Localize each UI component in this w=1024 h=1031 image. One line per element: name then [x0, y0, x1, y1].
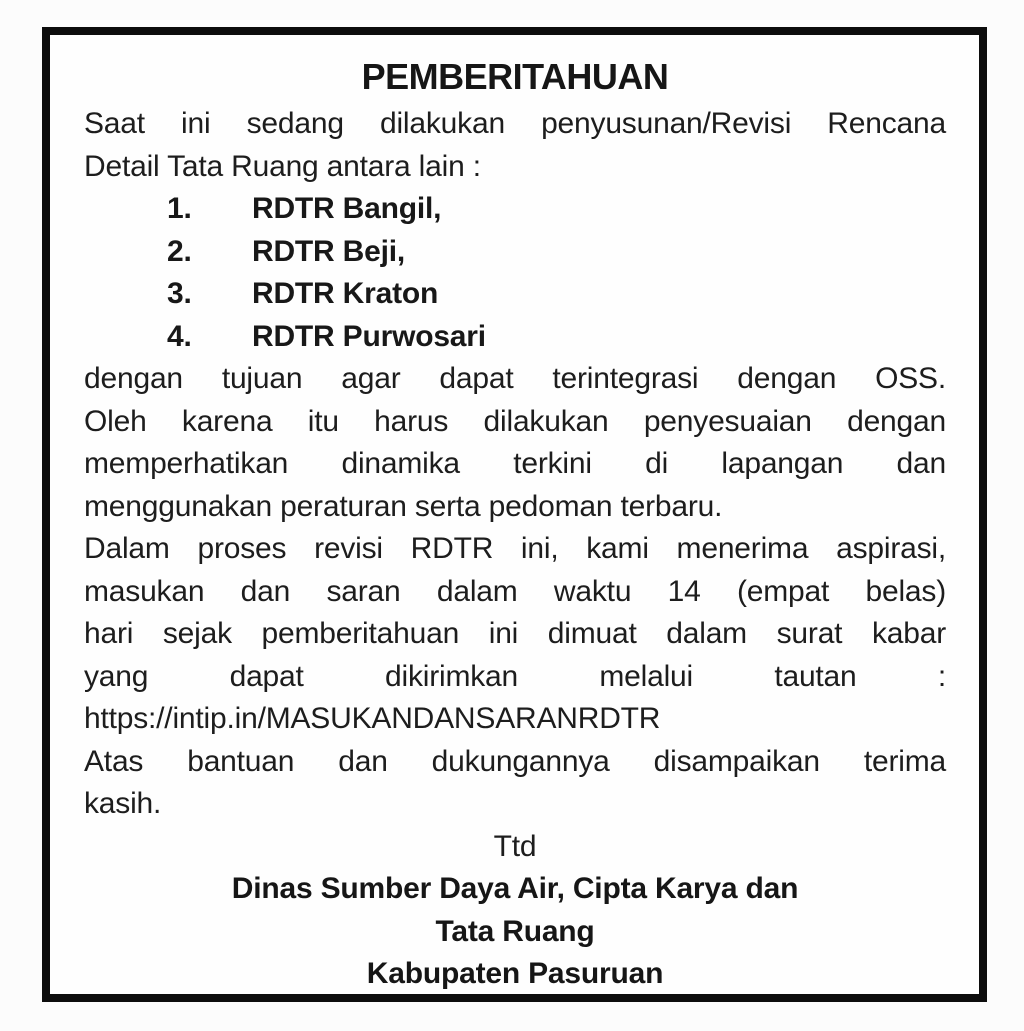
closing-line: Atas bantuan dan dukungannya disampaikan terima [84, 744, 946, 778]
signature-org-line: Tata Ruang [435, 914, 595, 948]
list-label: RDTR Bangil, [252, 192, 442, 225]
list-label: RDTR Beji, [252, 234, 406, 268]
list-label: RDTR Purwosari [252, 319, 486, 353]
list-number: 2. [167, 234, 192, 268]
notice-title: PEMBERITAHUAN [361, 56, 669, 97]
intro-line: Saat ini sedang dilakukan penyusunan/Revisi Rencana [84, 107, 946, 140]
list-number: 3. [167, 277, 192, 310]
process-line: hari sejak pemberitahuan ini dimuat dalam surat kabar [84, 617, 946, 650]
signature-ttd: Ttd [493, 829, 537, 863]
list-item-rdtr-kraton [84, 273, 946, 316]
purpose-line: Oleh karena itu harus dilakukan penyesuaian dengan [84, 404, 946, 438]
process-line: Dalam proses revisi RDTR ini, kami menerima aspirasi, [84, 532, 946, 565]
process-line: masukan dan saran dalam waktu 14 (empat belas) [84, 574, 946, 608]
intro-line: Detail Tata Ruang antara lain : [84, 149, 481, 183]
process-line: yang dapat dikirimkan melalui tautan : [84, 659, 946, 693]
list-item-rdtr-bangil [84, 188, 946, 231]
list-item-rdtr-purwosari [84, 316, 946, 359]
list-number: 4. [167, 319, 192, 353]
signature-org-line: Dinas Sumber Daya Air, Cipta Karya dan [231, 872, 799, 905]
list-label: RDTR Kraton [252, 277, 439, 310]
notice-box [42, 27, 987, 1002]
list-number: 1. [167, 192, 192, 225]
signature-org-line: Kabupaten Pasuruan [366, 957, 664, 990]
closing-line: kasih. [84, 787, 162, 820]
list-item-rdtr-beji [84, 231, 946, 274]
purpose-line: menggunakan peraturan serta pedoman terbaru. [84, 489, 723, 523]
purpose-line: memperhatikan dinamika terkini di lapangan dan [84, 447, 946, 480]
submission-url: https://intip.in/MASUKANDANSARANRDTR [84, 702, 661, 735]
purpose-line: dengan tujuan agar dapat terintegrasi dengan OSS. [84, 362, 946, 395]
